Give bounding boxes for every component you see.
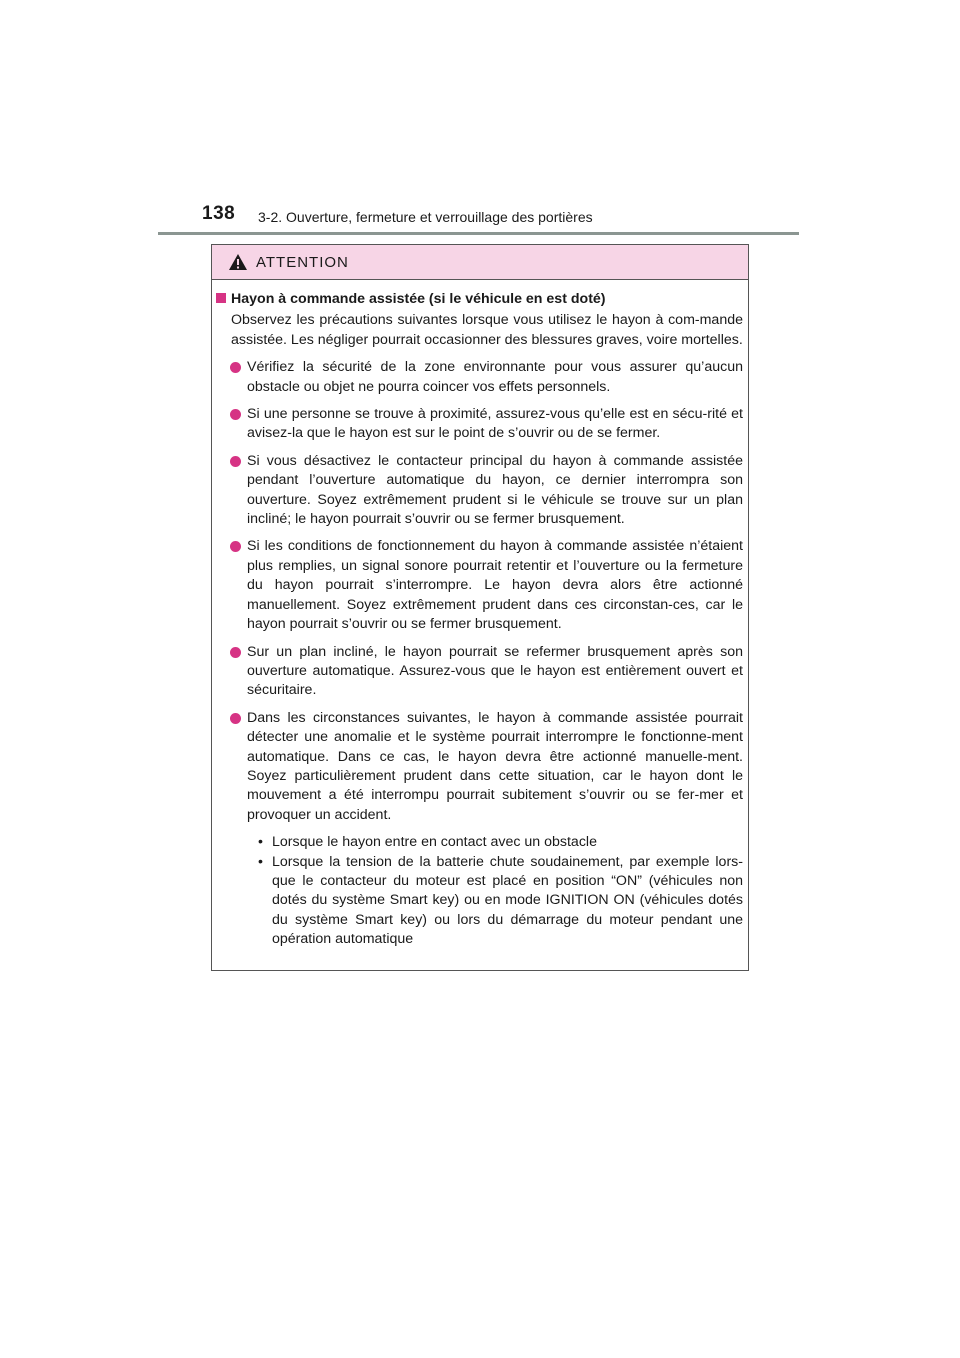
sub-list (227, 833, 743, 949)
circle-bullet-icon (230, 362, 241, 373)
circle-bullet-icon (230, 409, 241, 420)
sub-list-item (256, 833, 743, 852)
sub-list-item (256, 853, 743, 950)
circle-bullet-icon (230, 713, 241, 724)
list-item (216, 358, 743, 397)
section-title: 3-2. Ouverture, fermeture et verrouillage des portières (258, 209, 593, 225)
warning-label: ATTENTION (256, 253, 349, 271)
warning-subheading (216, 290, 743, 309)
circle-bullet-icon (230, 647, 241, 658)
warning-body (212, 280, 748, 950)
circle-bullet-icon (230, 541, 241, 552)
page-header (0, 0, 960, 240)
list-item-text: Sur un plan incliné, le hayon pourrait se refermer brusquement après son ouverture automatique. Assurez-vous que le hayon est entièrement ouvert et sécuritaire. (247, 643, 743, 699)
warning-heading: Hayon à commande assistée (si le véhicule en est doté) (231, 291, 606, 307)
list-item-text: Vérifiez la sécurité de la zone environnante pour vous assurer qu’aucun obstacle ou objet ne pourra coincer vos effets personnels. (247, 359, 743, 395)
list-item-text: Dans les circonstances suivantes, le hayon à commande assistée pourrait détecter une anomalie et le système pourrait interrompre le fonctionne-ment automatique. Dans ce cas, le hayon devra être actionné manuelle-ment. Soyez particulièrement prudent dans cette situation, car le hayon dont le mouvement a été interrompu pourrait subitement s’ouvrir ou se fer-mer et provoquer un accident. (247, 709, 743, 823)
list-item (216, 537, 743, 634)
small-bullet-icon: • (258, 834, 263, 851)
page-number: 138 (202, 203, 236, 224)
small-bullet-icon: • (258, 853, 263, 870)
list-item (216, 405, 743, 444)
circle-bullet-icon (230, 456, 241, 467)
list-item-text: Si les conditions de fonctionnement du hayon à commande assistée n’étaient plus remplies, un signal sonore pourrait retentir et l’ouverture ou la fermeture du hayon pourrait s’interrompre. Le hayon devra alors être actionné manuellement. Soyez extrêmement prudent dans ces circonstan-ces, car le hayon pourrait s’ouvrir ou se fermer brusquement. (247, 538, 743, 633)
warning-triangle-icon (228, 253, 248, 271)
sub-list-item-text: Lorsque le hayon entre en contact avec un obstacle (272, 834, 597, 851)
list-item (216, 709, 743, 950)
warning-intro: Observez les précautions suivantes lorsque vous utilisez le hayon à com-mande assistée. Les négliger pourrait occasionner des blessures graves, voire mortelles. (231, 312, 743, 348)
list-item-text: Si une personne se trouve à proximité, assurez-vous qu’elle est en sécu-rité et avisez-la que le hayon est sur le point de s’ouvrir ou de se fermer. (247, 406, 743, 442)
sub-list-item-text: Lorsque la tension de la batterie chute soudainement, par exemple lors-que le contacteur du moteur est placé en position “ON” (véhicules non dotés du système Smart key) ou en mode IGNITION ON (véhicules dotés du système Smart key) ou lors du démarrage du moteur pendant une opération automatique (272, 853, 743, 948)
header-divider (158, 232, 799, 235)
square-bullet-icon (216, 293, 226, 303)
list-item (216, 452, 743, 530)
list-item-text: Si vous désactivez le contacteur principal du hayon à commande assistée pendant l’ouverture automatique du hayon, ce dernier interrompra son ouverture. Soyez extrêmement prudent si le véhicule se trouve sur un plan incliné; le hayon pourrait s’ouvrir ou se fermer brusquement. (247, 452, 743, 528)
warning-box (211, 244, 749, 971)
list-item (216, 643, 743, 701)
warning-header (212, 245, 748, 280)
